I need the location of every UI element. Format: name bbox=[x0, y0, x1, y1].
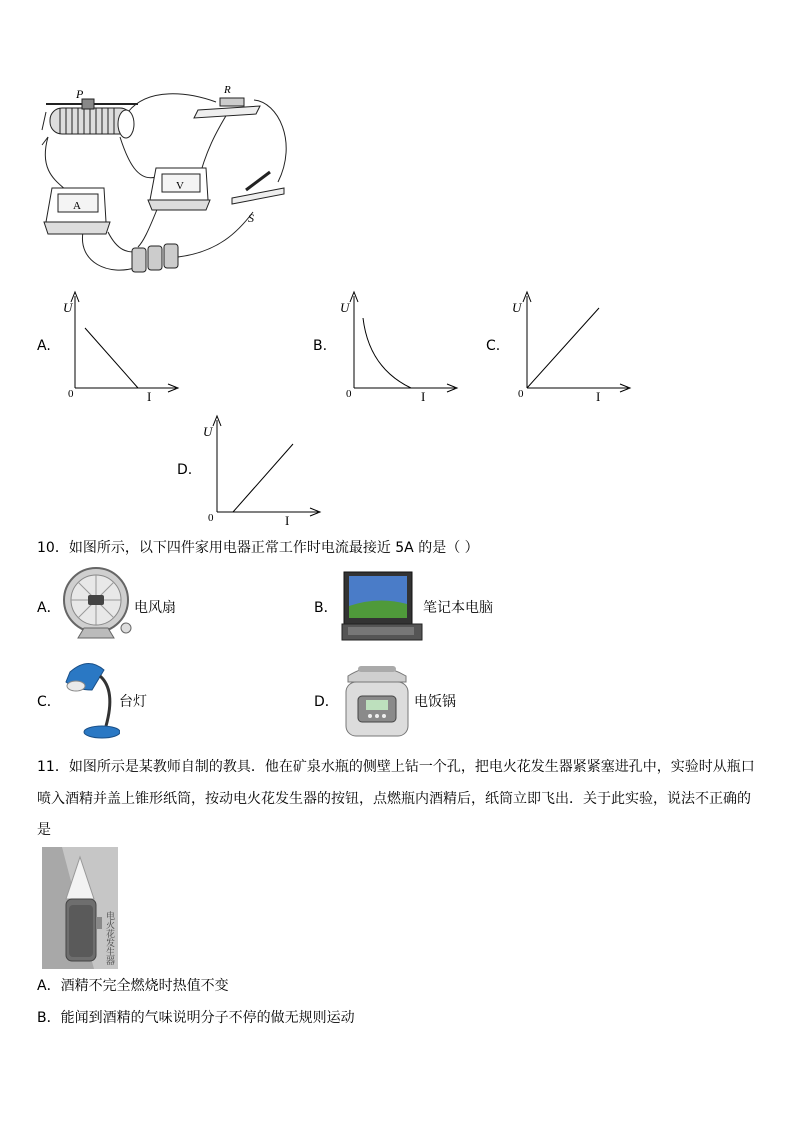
graph-d-xlabel: I bbox=[285, 513, 290, 528]
graph-a-ylabel: U bbox=[63, 300, 73, 315]
graph-c-xlabel: I bbox=[596, 389, 601, 404]
graph-c-ylabel: U bbox=[512, 300, 522, 315]
q11-option-b[interactable]: B．能闻到酒精的气味说明分子不停的做无规则运动 bbox=[37, 1010, 355, 1026]
q11-stem-line2: 喷入酒精并盖上锥形纸筒，按动电火花发生器的按钮，点燃瓶内酒精后，纸筒立即飞出．关于此实验，说法不正确的 bbox=[37, 791, 751, 807]
wire bbox=[108, 232, 136, 252]
q10-stem: 10．如图所示，以下四件家用电器正常工作时电流最接近 5A 的是（ ） bbox=[37, 540, 479, 556]
graph-b bbox=[337, 288, 467, 408]
switch bbox=[232, 172, 284, 225]
graph-b-xlabel: I bbox=[421, 389, 426, 404]
rheostat bbox=[42, 87, 138, 145]
graph-a bbox=[58, 288, 188, 408]
ammeter bbox=[44, 188, 110, 234]
q10-option-d-letter[interactable]: D． bbox=[314, 694, 339, 710]
q10-option-a-letter[interactable]: A． bbox=[37, 600, 61, 616]
label-p: P bbox=[76, 87, 84, 101]
wire bbox=[138, 207, 158, 247]
graph-b-letter[interactable]: B. bbox=[313, 338, 328, 354]
graph-curve bbox=[363, 318, 411, 388]
wire bbox=[254, 100, 286, 182]
q11-stem-line1: 11．如图所示是某教师自制的教具．他在矿泉水瓶的侧壁上钻一个孔，把电火花发生器紧紧塞进孔中，实验时从瓶口 bbox=[37, 759, 755, 775]
q10-option-b-letter[interactable]: B． bbox=[314, 600, 338, 616]
graph-b-origin: 0 bbox=[346, 388, 352, 400]
q11-photo-label: 电火花发生器 bbox=[104, 911, 114, 965]
q10-option-b-label: 笔记本电脑 bbox=[423, 600, 493, 616]
rice-cooker-icon bbox=[340, 660, 414, 742]
wire bbox=[45, 137, 68, 192]
graph-d bbox=[200, 412, 330, 532]
q11-option-a[interactable]: A．酒精不完全燃烧时热值不变 bbox=[37, 978, 229, 994]
graph-a-letter[interactable]: A. bbox=[37, 338, 51, 354]
label-a: A bbox=[73, 200, 81, 212]
graph-a-origin: 0 bbox=[68, 388, 74, 400]
q11-photo bbox=[42, 847, 118, 969]
voltmeter bbox=[148, 168, 210, 210]
battery-pack bbox=[132, 244, 178, 272]
graph-d-ylabel: U bbox=[203, 424, 213, 439]
electric-fan-icon bbox=[62, 566, 134, 640]
graph-d-origin: 0 bbox=[208, 512, 214, 524]
q10-option-a-label: 电风扇 bbox=[134, 600, 176, 616]
label-v: V bbox=[176, 180, 184, 192]
graph-a-xlabel: I bbox=[147, 389, 152, 404]
graph-c-letter[interactable]: C. bbox=[486, 338, 501, 354]
q11-stem-line3: 是 bbox=[37, 822, 51, 838]
label-s: S bbox=[248, 211, 254, 225]
graph-line bbox=[527, 308, 599, 388]
q10-option-d-label: 电饭锅 bbox=[414, 694, 456, 710]
graph-line bbox=[233, 444, 293, 512]
circuit-diagram bbox=[38, 82, 300, 278]
graph-c-origin: 0 bbox=[518, 388, 524, 400]
desk-lamp-icon bbox=[62, 660, 120, 742]
wire bbox=[178, 212, 253, 257]
graph-d-letter[interactable]: D. bbox=[177, 462, 193, 478]
graph-c bbox=[510, 288, 640, 408]
q10-option-c-label: 台灯 bbox=[119, 694, 147, 710]
graph-line bbox=[85, 328, 138, 388]
resistor bbox=[194, 84, 260, 118]
label-r: R bbox=[224, 84, 231, 96]
wire bbox=[82, 232, 138, 270]
wire bbox=[120, 137, 156, 178]
laptop-icon bbox=[338, 570, 426, 644]
graph-b-ylabel: U bbox=[340, 300, 350, 315]
q10-option-c-letter[interactable]: C． bbox=[37, 694, 61, 710]
